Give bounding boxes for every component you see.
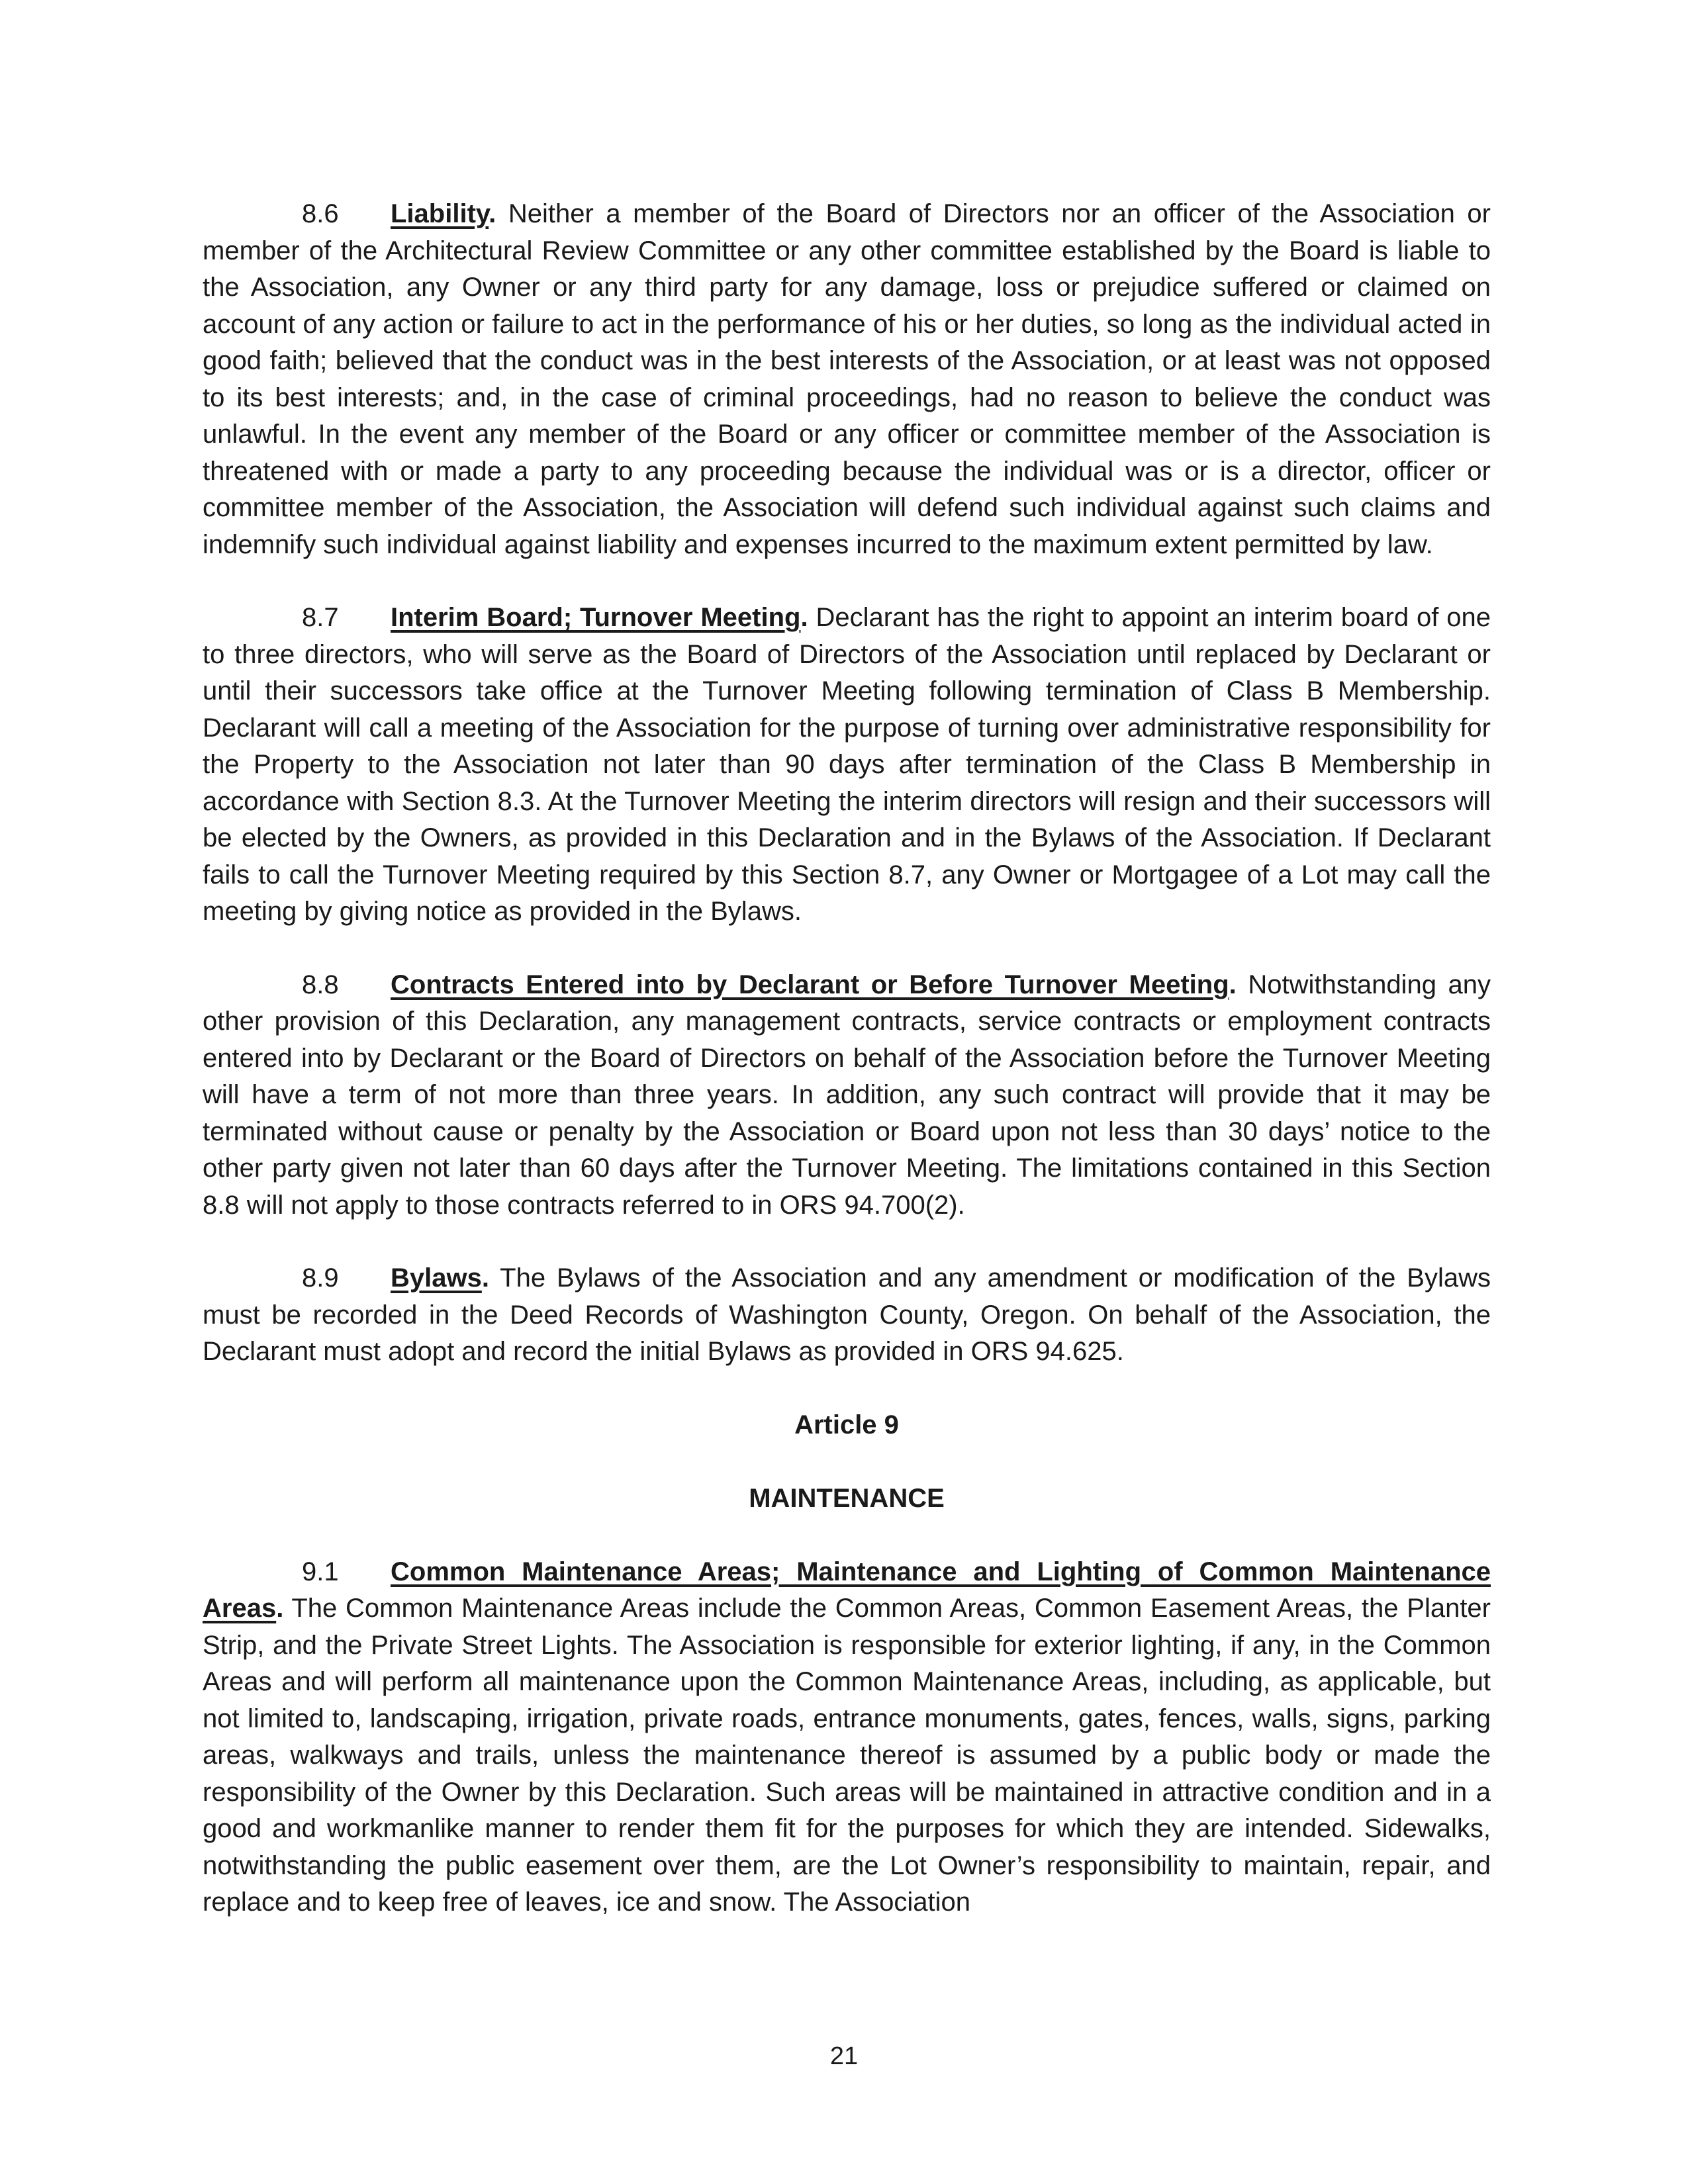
section-8-6 <box>203 196 1491 563</box>
section-number: 8.7 <box>302 603 339 632</box>
section-heading: Bylaws <box>391 1263 482 1293</box>
article-subtitle: MAINTENANCE <box>749 1483 945 1513</box>
document-body <box>203 196 1491 1958</box>
section-number: 9.1 <box>302 1557 339 1586</box>
heading-period: . <box>800 603 808 632</box>
heading-period: . <box>489 199 496 228</box>
page-number: 21 <box>829 2042 859 2070</box>
heading-period: . <box>276 1594 284 1623</box>
article-title: Article 9 <box>794 1410 899 1439</box>
section-number: 8.6 <box>302 199 339 228</box>
section-number: 8.9 <box>302 1263 339 1293</box>
section-text: The Common Maintenance Areas include the Common Areas, Common Easement Areas, the Planter Strip, and the Private Street Lights. The Association is responsible for exterior lighting, if any, in the Common Areas and will perform all maintenance upon the Common Maintenance Areas, including, as applicable, but not limited to, landscaping, irrigation, private roads, entrance monuments, gates, fences, walls, signs, parking areas, walkways and trails, unless the maintenance thereof is assumed by a public body or made the responsibility of the Owner by this Declaration. Such areas will be maintained in attractive condition and in a good and workmanlike manner to render them fit for the purposes for which they are intended. Sidewalks, notwithstanding the public easement over them, are the Lot Owner’s responsibility to maintain, repair, and replace and to keep free of leaves, ice and snow. The Association <box>203 1594 1491 1917</box>
section-9-1 <box>203 1554 1491 1921</box>
heading-period: . <box>1229 970 1237 999</box>
section-text: Neither a member of the Board of Directors nor an officer of the Association or member of the Architectural Review Committee or any other committee established by the Board is liable to the Association, any Owner or any third party for any damage, loss or prejudice suffered or claimed on account of any action or failure to act in the performance of his or her duties, so long as the individual acted in good faith; believed that the conduct was in the best interests of the Association, or at least was not opposed to its best interests; and, in the case of criminal proceedings, had no reason to believe the conduct was unlawful. In the event any member of the Board or any officer or committee member of the Association is threatened with or made a party to any proceeding because the individual was or is a director, officer or committee member of the Association, the Association will defend such individual against such claims and indemnify such individual against liability and expenses incurred to the maximum extent permitted by law. <box>203 199 1491 559</box>
section-heading: Contracts Entered into by Declarant or Before Turnover Meeting <box>391 970 1229 999</box>
section-8-9 <box>203 1260 1491 1371</box>
section-text: The Bylaws of the Association and any amendment or modification of the Bylaws must be recorded in the Deed Records of Washington County, Oregon. On behalf of the Association, the Declarant must adopt and record the initial Bylaws as provided in ORS 94.625. <box>203 1263 1491 1366</box>
section-heading: Liability <box>391 199 489 228</box>
heading-period: . <box>481 1263 489 1293</box>
section-8-7 <box>203 600 1491 931</box>
section-text: Declarant has the right to appoint an interim board of one to three directors, who will serve as the Board of Directors of the Association until replaced by Declarant or until their successors take office at the Turnover Meeting following termination of Class B Membership. Declarant will call a meeting of the Association for the purpose of turning over administrative responsibility for the Property to the Association not later than 90 days after termination of the Class B Membership in accordance with Section 8.3. At the Turnover Meeting the interim directors will resign and their successors will be elected by the Owners, as provided in this Declaration and in the Bylaws of the Association. If Declarant fails to call the Turnover Meeting required by this Section 8.7, any Owner or Mortgagee of a Lot may call the meeting by giving notice as provided in the Bylaws. <box>203 603 1491 926</box>
section-heading: Common Maintenance Areas; Maintenance and Lighting of Common Maintenance Areas <box>203 1557 1491 1623</box>
section-number: 8.8 <box>302 970 339 999</box>
section-text: Notwithstanding any other provision of this Declaration, any management contracts, service contracts or employment contracts entered into by Declarant or the Board of Directors on behalf of the Association before the Turnover Meeting will have a term of not more than three years. In addition, any such contract will provide that it may be terminated without cause or penalty by the Association or Board upon not less than 30 days’ notice to the other party given not later than 60 days after the Turnover Meeting. The limitations contained in this Section 8.8 will not apply to those contracts referred to in ORS 94.700(2). <box>203 970 1491 1220</box>
section-heading: Interim Board; Turnover Meeting <box>391 603 801 632</box>
section-8-8 <box>203 967 1491 1224</box>
